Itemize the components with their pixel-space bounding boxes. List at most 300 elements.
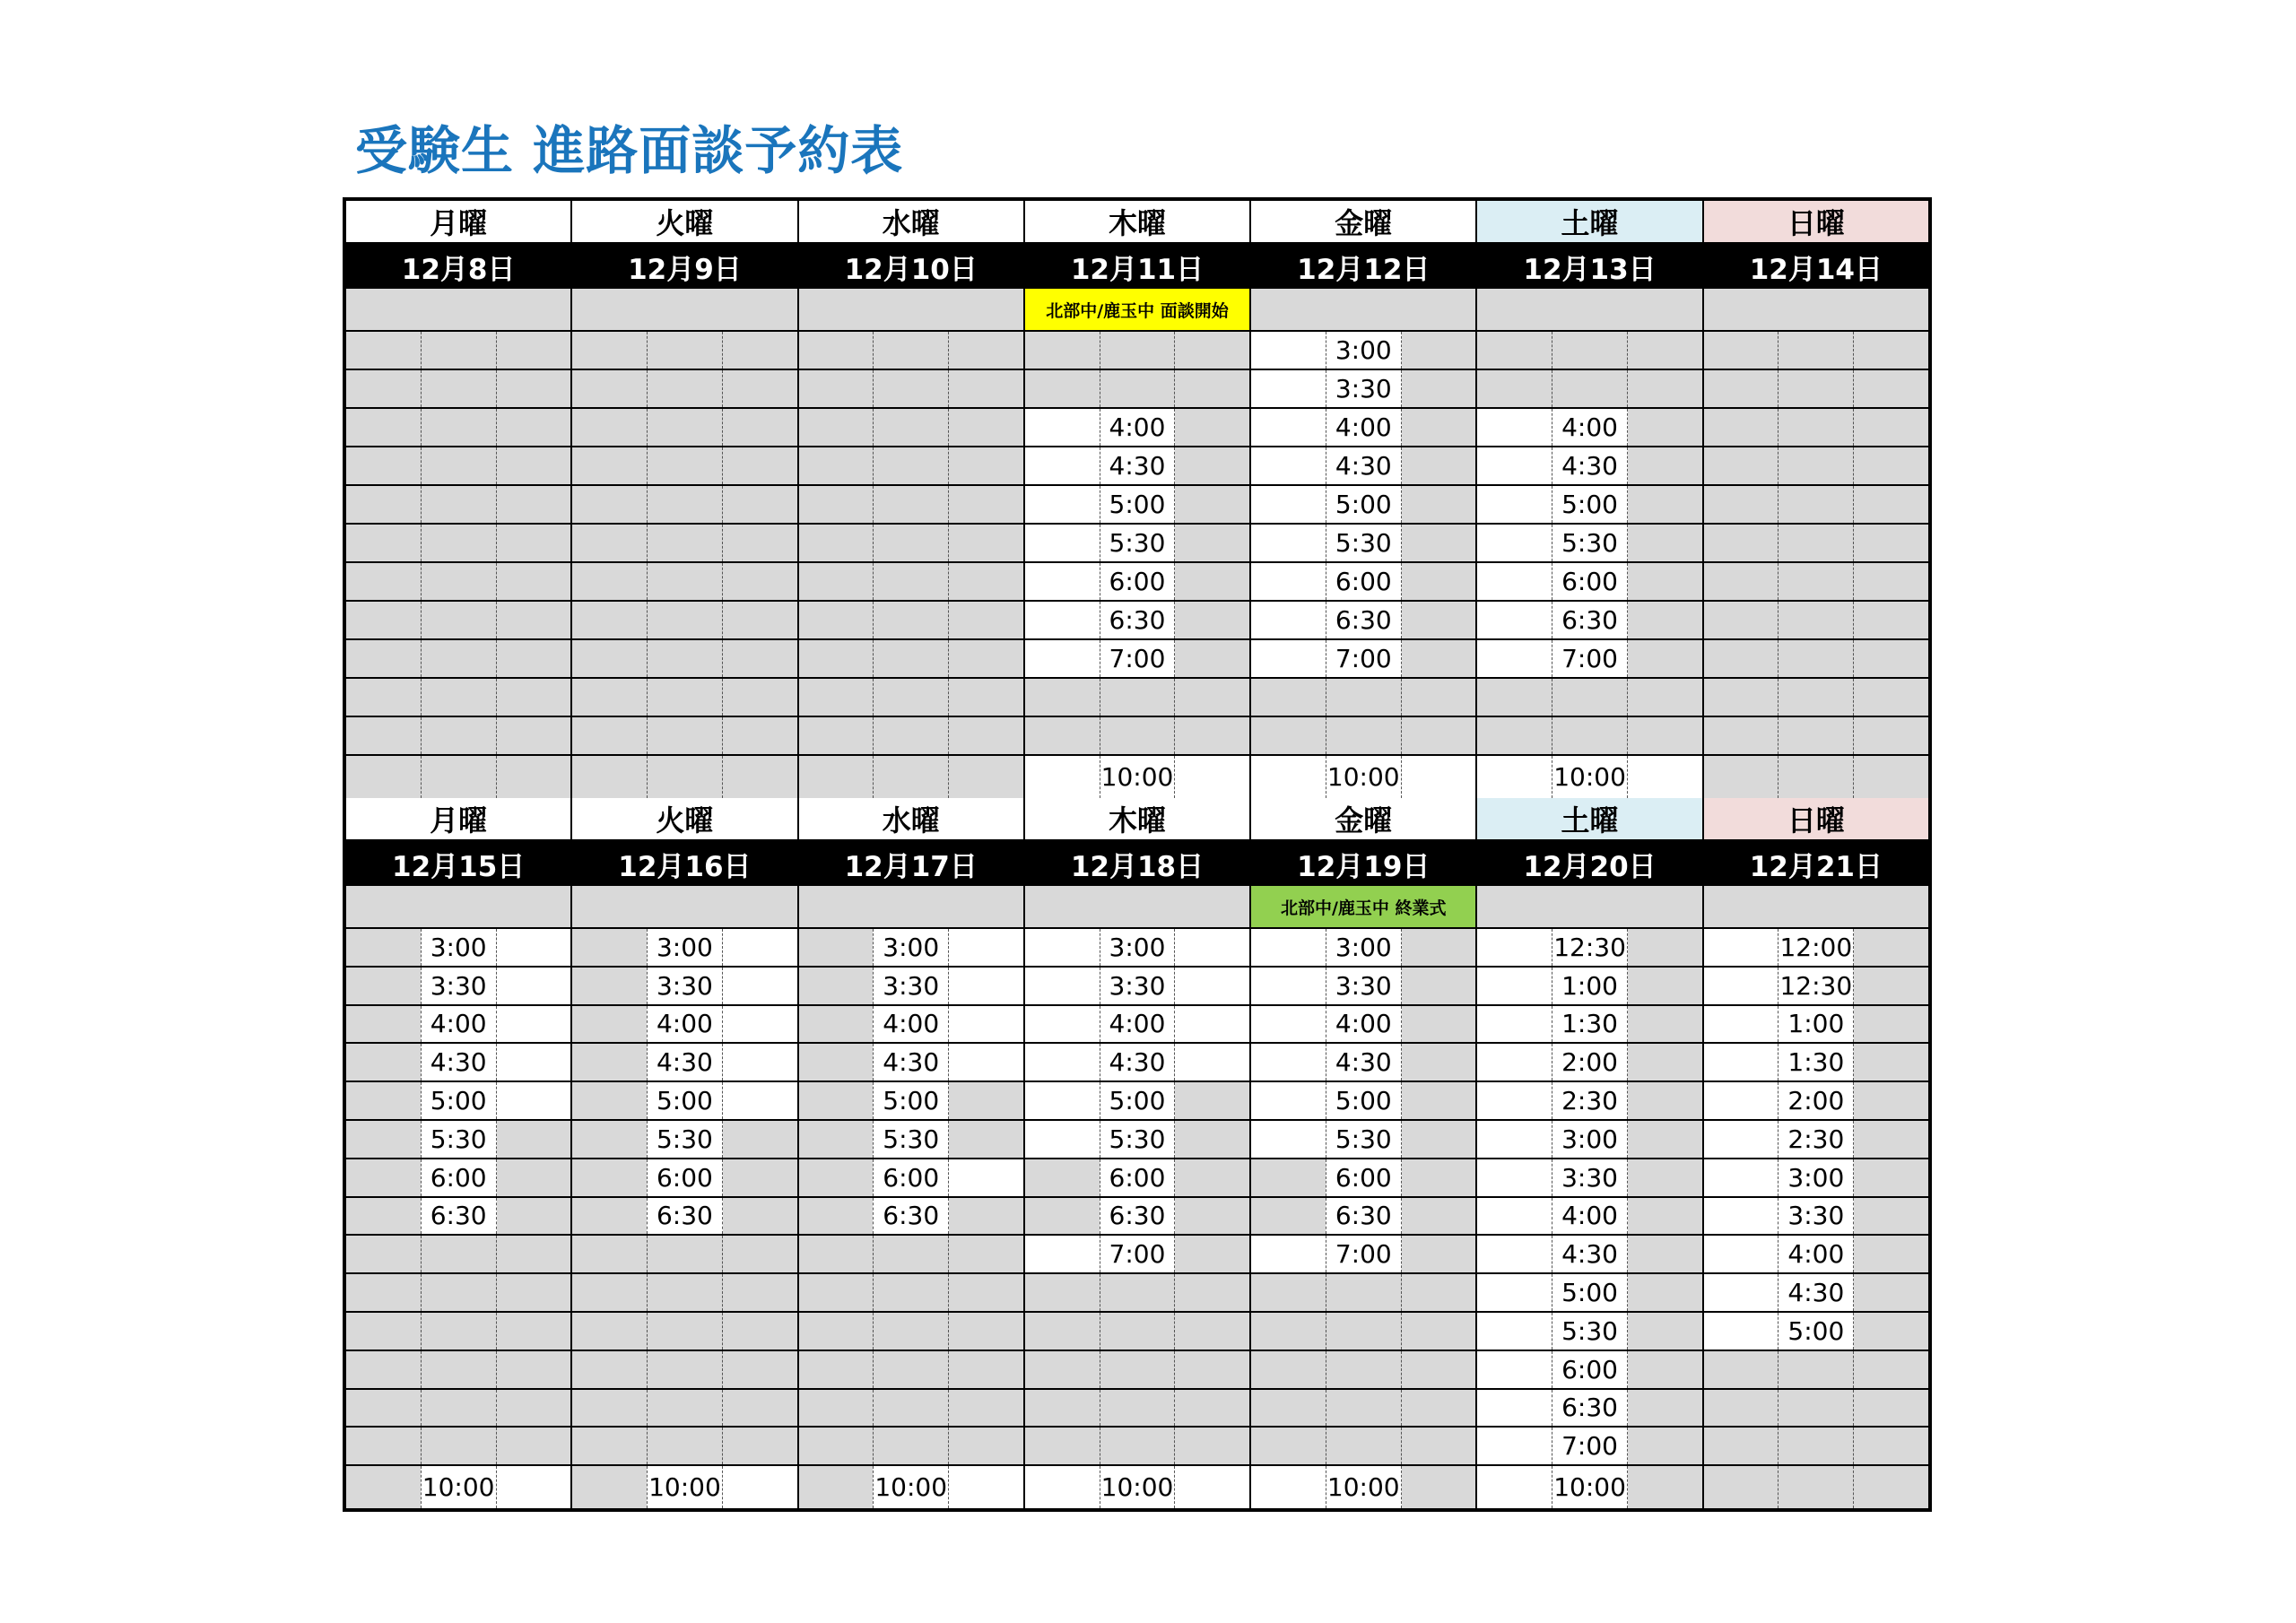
time-slot[interactable]: [1251, 968, 1475, 1006]
time-slot[interactable]: [799, 1159, 1023, 1198]
time-slot[interactable]: [572, 968, 796, 1006]
time-slot[interactable]: [1251, 1390, 1475, 1428]
event-label: 北部中/鹿玉中 面談開始: [1025, 289, 1249, 330]
slot-time: [647, 1274, 723, 1311]
time-slot[interactable]: [1704, 1390, 1928, 1428]
time-slot[interactable]: [1477, 332, 1701, 370]
time-slot[interactable]: [572, 525, 796, 563]
time-slot[interactable]: [1477, 1006, 1701, 1045]
time-slot[interactable]: [1477, 1044, 1701, 1082]
time-slot[interactable]: [1704, 525, 1928, 563]
slot-right-cell: [949, 1121, 1023, 1158]
slot-left-cell: [1477, 717, 1552, 754]
slot-left-cell: [1477, 1313, 1552, 1350]
slot-time: 6:00: [1100, 563, 1176, 600]
time-slot[interactable]: [1477, 447, 1701, 486]
time-slot[interactable]: [1025, 1082, 1249, 1121]
time-slot[interactable]: [346, 1274, 570, 1313]
slot-time: [421, 1274, 497, 1311]
time-slot[interactable]: [1477, 1236, 1701, 1274]
time-slot[interactable]: [1704, 1274, 1928, 1313]
time-slot[interactable]: [1251, 563, 1475, 602]
time-slot[interactable]: [1025, 929, 1249, 968]
time-slot[interactable]: [1704, 563, 1928, 602]
day-name: 月曜: [346, 798, 570, 841]
slot-right-cell: [497, 1274, 571, 1311]
slot-time: [647, 1236, 723, 1272]
time-slot[interactable]: [346, 1082, 570, 1121]
time-slot[interactable]: [572, 602, 796, 640]
slot-right-cell: [723, 447, 797, 484]
slot-right-cell: [723, 1466, 797, 1508]
time-slot[interactable]: [1025, 409, 1249, 447]
day-name: 金曜: [1251, 201, 1475, 244]
time-slot[interactable]: [1251, 1274, 1475, 1313]
time-slot[interactable]: [799, 1236, 1023, 1274]
time-slot[interactable]: [346, 1390, 570, 1428]
time-slot[interactable]: [1025, 486, 1249, 525]
time-slot[interactable]: [572, 1351, 796, 1390]
slot-right-cell: [723, 409, 797, 446]
time-slot[interactable]: [1704, 929, 1928, 968]
time-slot[interactable]: [1477, 929, 1701, 968]
time-slot[interactable]: [1477, 1351, 1701, 1390]
time-slot[interactable]: [1251, 1044, 1475, 1082]
slot-left-cell: [346, 1274, 421, 1311]
time-slot[interactable]: [799, 486, 1023, 525]
time-slot[interactable]: [572, 1390, 796, 1428]
slot-left-cell: [1025, 1044, 1100, 1081]
time-slot[interactable]: [346, 1006, 570, 1045]
time-slot[interactable]: [346, 1466, 570, 1508]
time-slot[interactable]: [1251, 1198, 1475, 1237]
slot-right-cell: [1402, 602, 1476, 638]
time-slot[interactable]: [1477, 370, 1701, 409]
time-slot[interactable]: [1025, 717, 1249, 756]
time-slot[interactable]: [1477, 1274, 1701, 1313]
time-slot[interactable]: [1704, 1428, 1928, 1466]
time-slot[interactable]: [799, 1121, 1023, 1159]
time-slot[interactable]: [799, 409, 1023, 447]
time-slot[interactable]: [1704, 717, 1928, 756]
time-slot[interactable]: [572, 1006, 796, 1045]
time-slot[interactable]: [346, 1159, 570, 1198]
time-slot[interactable]: [1704, 640, 1928, 679]
time-slot[interactable]: [1251, 1466, 1475, 1508]
slot-time: [1326, 717, 1402, 754]
time-slot[interactable]: [799, 563, 1023, 602]
time-slot[interactable]: [346, 332, 570, 370]
time-slot[interactable]: [1477, 717, 1701, 756]
time-slot[interactable]: [346, 929, 570, 968]
slot-right-cell: [1854, 1006, 1928, 1043]
day-column: [572, 201, 798, 798]
slot-left-cell: [346, 1390, 421, 1427]
time-slot[interactable]: [346, 447, 570, 486]
time-slot[interactable]: [1704, 679, 1928, 717]
time-slot[interactable]: [1025, 370, 1249, 409]
time-slot[interactable]: [1477, 968, 1701, 1006]
time-slot[interactable]: [346, 409, 570, 447]
slot-time: 7:00: [1552, 1428, 1628, 1464]
date-label: 12月15日: [346, 841, 570, 886]
slot-time: 4:00: [421, 1006, 497, 1043]
time-slot[interactable]: [1025, 1274, 1249, 1313]
slot-left-cell: [572, 332, 647, 369]
slot-left-cell: [1251, 1198, 1326, 1235]
time-slot[interactable]: [572, 332, 796, 370]
slot-time: 6:00: [1552, 563, 1628, 600]
slot-time: 1:30: [1552, 1006, 1628, 1043]
slot-time: 7:00: [1100, 640, 1176, 677]
day-column: [799, 798, 1025, 1508]
slot-right-cell: [1402, 1313, 1476, 1350]
time-slot[interactable]: [1477, 756, 1701, 798]
time-slot[interactable]: [346, 1121, 570, 1159]
time-slot[interactable]: [346, 486, 570, 525]
time-slot[interactable]: [1704, 1044, 1928, 1082]
time-slot[interactable]: [1025, 679, 1249, 717]
time-slot[interactable]: [1025, 332, 1249, 370]
time-slot[interactable]: [1704, 1236, 1928, 1274]
slot-left-cell: [1251, 602, 1326, 638]
slot-right-cell: [1854, 1236, 1928, 1272]
slot-right-cell: [1628, 1198, 1702, 1235]
slot-time: [421, 332, 497, 369]
day-name: 土曜: [1477, 201, 1701, 244]
time-slot[interactable]: [346, 640, 570, 679]
slot-time: 5:30: [1326, 1121, 1402, 1158]
time-slot[interactable]: [572, 1466, 796, 1508]
time-slot[interactable]: [799, 1006, 1023, 1045]
time-slot[interactable]: [1477, 563, 1701, 602]
time-slot[interactable]: [1251, 602, 1475, 640]
slot-time: 5:00: [1326, 486, 1402, 523]
slot-right-cell: [1402, 525, 1476, 561]
slot-right-cell: [723, 1274, 797, 1311]
time-slot[interactable]: [572, 563, 796, 602]
time-slot[interactable]: [1025, 447, 1249, 486]
time-slot[interactable]: [1251, 486, 1475, 525]
time-slot[interactable]: [1704, 332, 1928, 370]
time-slot[interactable]: [1477, 409, 1701, 447]
slot-left-cell: [799, 1044, 874, 1081]
slot-time: [873, 1313, 949, 1350]
time-slot[interactable]: [1251, 370, 1475, 409]
slot-time: 5:30: [1100, 525, 1176, 561]
slot-left-cell: [1704, 1274, 1779, 1311]
time-slot[interactable]: [572, 679, 796, 717]
slot-time: [421, 1390, 497, 1427]
time-slot[interactable]: [1025, 1159, 1249, 1198]
slot-left-cell: [1251, 525, 1326, 561]
slot-left-cell: [572, 756, 647, 798]
time-slot[interactable]: [1477, 1159, 1701, 1198]
time-slot[interactable]: [572, 1198, 796, 1237]
slot-right-cell: [949, 756, 1023, 798]
slot-right-cell: [1854, 563, 1928, 600]
slot-time: 5:30: [647, 1121, 723, 1158]
time-slot[interactable]: [1704, 1351, 1928, 1390]
time-slot[interactable]: [1704, 1313, 1928, 1351]
time-slot[interactable]: [799, 756, 1023, 798]
time-slot[interactable]: [346, 756, 570, 798]
time-slot[interactable]: [1251, 409, 1475, 447]
time-slot[interactable]: [572, 1274, 796, 1313]
event-cell: [1251, 886, 1475, 929]
time-slot[interactable]: [1704, 486, 1928, 525]
time-slot[interactable]: [1025, 1390, 1249, 1428]
slot-left-cell: [572, 486, 647, 523]
time-slot[interactable]: [799, 332, 1023, 370]
day-column: [1477, 798, 1703, 1508]
time-slot[interactable]: [1251, 679, 1475, 717]
time-slot[interactable]: [1025, 640, 1249, 679]
slot-right-cell: [1628, 968, 1702, 1004]
time-slot[interactable]: [1251, 1351, 1475, 1390]
time-slot[interactable]: [799, 447, 1023, 486]
time-slot[interactable]: [572, 1082, 796, 1121]
slot-right-cell: [497, 679, 571, 716]
slot-time: [873, 717, 949, 754]
slot-time: 6:30: [873, 1198, 949, 1235]
time-slot[interactable]: [572, 717, 796, 756]
time-slot[interactable]: [1477, 1428, 1701, 1466]
event-cell: [799, 289, 1023, 332]
slot-time: 1:00: [1552, 968, 1628, 1004]
time-slot[interactable]: [799, 929, 1023, 968]
slot-left-cell: [1704, 370, 1779, 407]
slot-left-cell: [572, 563, 647, 600]
slot-time: 7:00: [1100, 1236, 1176, 1272]
time-slot[interactable]: [1025, 1198, 1249, 1237]
event-cell: [1251, 289, 1475, 332]
time-slot[interactable]: [1025, 563, 1249, 602]
slot-time: 4:30: [1100, 447, 1176, 484]
time-slot[interactable]: [572, 1159, 796, 1198]
time-slot[interactable]: [1025, 1236, 1249, 1274]
time-slot[interactable]: [799, 1044, 1023, 1082]
time-slot[interactable]: [346, 525, 570, 563]
time-slot[interactable]: [346, 717, 570, 756]
time-slot[interactable]: [1025, 525, 1249, 563]
time-slot[interactable]: [1704, 1466, 1928, 1508]
slot-time: [1778, 717, 1854, 754]
date-label: 12月20日: [1477, 841, 1701, 886]
time-slot[interactable]: [572, 1236, 796, 1274]
time-slot[interactable]: [572, 486, 796, 525]
time-slot[interactable]: [346, 1313, 570, 1351]
time-slot[interactable]: [346, 1236, 570, 1274]
slot-time: 4:30: [1778, 1274, 1854, 1311]
time-slot[interactable]: [1477, 1390, 1701, 1428]
time-slot[interactable]: [1477, 1121, 1701, 1159]
time-slot[interactable]: [346, 1428, 570, 1466]
time-slot[interactable]: [1704, 409, 1928, 447]
slot-left-cell: [799, 332, 874, 369]
time-slot[interactable]: [1025, 602, 1249, 640]
time-slot[interactable]: [572, 370, 796, 409]
time-slot[interactable]: [1704, 602, 1928, 640]
time-slot[interactable]: [799, 640, 1023, 679]
time-slot[interactable]: [572, 756, 796, 798]
time-slot[interactable]: [1477, 1466, 1701, 1508]
time-slot[interactable]: [1251, 1006, 1475, 1045]
slot-left-cell: [799, 756, 874, 798]
time-slot[interactable]: [799, 1466, 1023, 1508]
slot-right-cell: [497, 1466, 571, 1508]
time-slot[interactable]: [1025, 1121, 1249, 1159]
time-slot[interactable]: [1025, 1351, 1249, 1390]
time-slot[interactable]: [1025, 756, 1249, 798]
slot-time: 5:00: [647, 1082, 723, 1119]
time-slot[interactable]: [1251, 1159, 1475, 1198]
slot-right-cell: [723, 717, 797, 754]
time-slot[interactable]: [1704, 1198, 1928, 1237]
slot-left-cell: [1251, 1351, 1326, 1388]
time-slot[interactable]: [1025, 1428, 1249, 1466]
slot-right-cell: [1175, 679, 1249, 716]
time-slot[interactable]: [1704, 968, 1928, 1006]
slot-left-cell: [572, 602, 647, 638]
slot-time: [1100, 1390, 1176, 1427]
slot-right-cell: [1854, 679, 1928, 716]
time-slot[interactable]: [1477, 640, 1701, 679]
slot-right-cell: [1854, 486, 1928, 523]
slot-left-cell: [799, 1159, 874, 1196]
time-slot[interactable]: [799, 525, 1023, 563]
slot-time: [421, 1313, 497, 1350]
time-slot[interactable]: [346, 1351, 570, 1390]
slot-left-cell: [1477, 1274, 1552, 1311]
time-slot[interactable]: [1251, 1121, 1475, 1159]
slot-left-cell: [346, 1082, 421, 1119]
time-slot[interactable]: [1477, 1082, 1701, 1121]
time-slot[interactable]: [1025, 968, 1249, 1006]
slot-time: [1326, 1390, 1402, 1427]
slot-right-cell: [1402, 1236, 1476, 1272]
time-slot[interactable]: [1704, 447, 1928, 486]
time-slot[interactable]: [572, 640, 796, 679]
slot-right-cell: [497, 563, 571, 600]
time-slot[interactable]: [799, 1351, 1023, 1390]
slot-left-cell: [1025, 332, 1100, 369]
time-slot[interactable]: [799, 1274, 1023, 1313]
slot-left-cell: [572, 1390, 647, 1427]
time-slot[interactable]: [799, 717, 1023, 756]
time-slot[interactable]: [572, 447, 796, 486]
time-slot[interactable]: [799, 1313, 1023, 1351]
slot-time: 12:30: [1778, 968, 1854, 1004]
time-slot[interactable]: [1704, 1121, 1928, 1159]
date-label: 12月8日: [346, 244, 570, 289]
time-slot[interactable]: [1251, 1428, 1475, 1466]
time-slot[interactable]: [1025, 1044, 1249, 1082]
slot-right-cell: [497, 1313, 571, 1350]
time-slot[interactable]: [1704, 370, 1928, 409]
day-name: 火曜: [572, 201, 796, 244]
time-slot[interactable]: [1251, 756, 1475, 798]
time-slot[interactable]: [1251, 717, 1475, 756]
time-slot[interactable]: [1251, 332, 1475, 370]
time-slot[interactable]: [572, 1428, 796, 1466]
time-slot[interactable]: [799, 1428, 1023, 1466]
time-slot[interactable]: [1477, 679, 1701, 717]
slot-left-cell: [1704, 1390, 1779, 1427]
time-slot[interactable]: [799, 968, 1023, 1006]
time-slot[interactable]: [1251, 1313, 1475, 1351]
time-slot[interactable]: [572, 1044, 796, 1082]
time-slot[interactable]: [346, 370, 570, 409]
time-slot[interactable]: [799, 370, 1023, 409]
day-column: [799, 201, 1025, 798]
slot-left-cell: [572, 370, 647, 407]
slot-time: 4:30: [1552, 1236, 1628, 1272]
time-slot[interactable]: [1251, 640, 1475, 679]
time-slot[interactable]: [799, 679, 1023, 717]
time-slot[interactable]: [1251, 929, 1475, 968]
time-slot[interactable]: [799, 1198, 1023, 1237]
time-slot[interactable]: [1704, 1159, 1928, 1198]
slot-right-cell: [1402, 1198, 1476, 1235]
time-slot[interactable]: [799, 1082, 1023, 1121]
time-slot[interactable]: [346, 679, 570, 717]
slot-left-cell: [346, 1236, 421, 1272]
time-slot[interactable]: [572, 1121, 796, 1159]
time-slot[interactable]: [1025, 1313, 1249, 1351]
time-slot[interactable]: [1477, 486, 1701, 525]
time-slot[interactable]: [1704, 1006, 1928, 1045]
slot-time: 5:00: [1100, 486, 1176, 523]
day-column: [1025, 201, 1251, 798]
slot-right-cell: [1175, 929, 1249, 966]
time-slot[interactable]: [1251, 1236, 1475, 1274]
time-slot[interactable]: [1025, 1006, 1249, 1045]
time-slot[interactable]: [799, 602, 1023, 640]
time-slot[interactable]: [1251, 1082, 1475, 1121]
time-slot[interactable]: [346, 563, 570, 602]
time-slot[interactable]: [1477, 602, 1701, 640]
time-slot[interactable]: [1477, 525, 1701, 563]
time-slot[interactable]: [1477, 1198, 1701, 1237]
time-slot[interactable]: [1025, 1466, 1249, 1508]
time-slot[interactable]: [572, 929, 796, 968]
time-slot[interactable]: [572, 1313, 796, 1351]
time-slot[interactable]: [346, 602, 570, 640]
time-slot[interactable]: [1704, 1082, 1928, 1121]
time-slot[interactable]: [799, 1390, 1023, 1428]
slot-right-cell: [1628, 1313, 1702, 1350]
slot-time: [1326, 679, 1402, 716]
time-slot[interactable]: [346, 1198, 570, 1237]
time-slot[interactable]: [1704, 756, 1928, 798]
slot-time: [873, 409, 949, 446]
date-label: 12月18日: [1025, 841, 1249, 886]
time-slot[interactable]: [1477, 1313, 1701, 1351]
time-slot[interactable]: [1251, 525, 1475, 563]
slot-right-cell: [1175, 1390, 1249, 1427]
time-slot[interactable]: [572, 409, 796, 447]
slot-time: [1326, 1274, 1402, 1311]
time-slot[interactable]: [1251, 447, 1475, 486]
time-slot[interactable]: [346, 968, 570, 1006]
slot-time: [647, 409, 723, 446]
slot-right-cell: [497, 717, 571, 754]
day-name: 日曜: [1704, 798, 1928, 841]
slot-right-cell: [1854, 525, 1928, 561]
time-slot[interactable]: [346, 1044, 570, 1082]
date-label: 12月12日: [1251, 244, 1475, 289]
